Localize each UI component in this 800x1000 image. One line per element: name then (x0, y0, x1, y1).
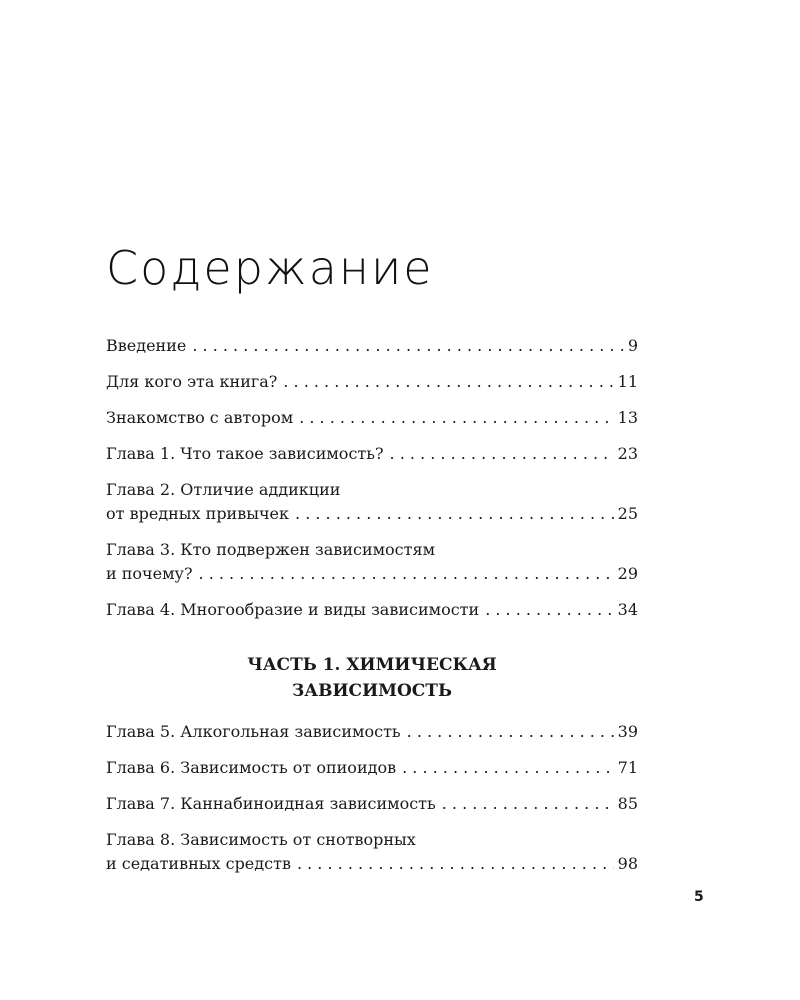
dot-leader (295, 502, 614, 526)
toc-entry-title-line: Глава 3. Кто подвержен зависимостям (106, 540, 436, 559)
part-heading (106, 652, 638, 704)
toc-entry-chapter-2[interactable] (106, 478, 638, 526)
toc-entry-page: 71 (617, 758, 638, 777)
toc-entry-page: 85 (617, 794, 638, 813)
toc-entry-introduction[interactable] (106, 334, 638, 358)
toc-entry-about-author[interactable] (106, 406, 638, 430)
toc-entry-title: Введение (106, 336, 187, 355)
page-number: 5 (694, 889, 704, 905)
toc-entry-title: Глава 6. Зависимость от опиоидов (106, 758, 397, 777)
dot-leader (485, 598, 613, 622)
toc-entry-title: Глава 5. Алкогольная зависимость (106, 722, 401, 741)
toc-entry-title: Знакомство с автором (106, 408, 294, 427)
page-title: Содержание (106, 241, 434, 295)
dot-leader (390, 442, 614, 466)
toc-entry-chapter-4[interactable] (106, 598, 638, 622)
part-heading-line: ЗАВИСИМОСТЬ (292, 681, 452, 701)
toc-entry-chapter-5[interactable] (106, 720, 638, 744)
dot-leader (402, 756, 614, 780)
dot-leader (283, 370, 613, 394)
toc-entry-title: Глава 4. Многообразие и виды зависимости (106, 600, 480, 619)
toc-entry-chapter-8[interactable] (106, 828, 638, 876)
dot-leader (199, 562, 614, 586)
toc-entry-title: Глава 7. Каннабиноидная зависимость (106, 794, 436, 813)
toc-entry-title-line: Глава 8. Зависимость от снотворных (106, 830, 416, 849)
dot-leader (297, 852, 614, 876)
table-of-contents (106, 334, 638, 888)
toc-entry-for-whom[interactable] (106, 370, 638, 394)
toc-entry-title-line: и почему? (106, 564, 193, 583)
toc-entry-title-line: и седативных средств (106, 854, 291, 873)
toc-entry-chapter-7[interactable] (106, 792, 638, 816)
dot-leader (407, 720, 614, 744)
toc-entry-page: 39 (617, 722, 638, 741)
toc-entry-page: 9 (627, 336, 638, 355)
dot-leader (192, 334, 623, 358)
toc-entry-page: 23 (617, 444, 638, 463)
toc-entry-title-line: от вредных привычек (106, 504, 290, 523)
toc-entry-title: Глава 1. Что такое зависимость? (106, 444, 384, 463)
toc-entry-chapter-3[interactable] (106, 538, 638, 586)
toc-entry-page: 98 (617, 854, 638, 873)
dot-leader (442, 792, 614, 816)
toc-entry-page: 11 (617, 372, 638, 391)
dot-leader (299, 406, 613, 430)
toc-entry-page: 34 (617, 600, 638, 619)
part-heading-line: ЧАСТЬ 1. ХИМИЧЕСКАЯ (247, 655, 497, 675)
toc-entry-chapter-6[interactable] (106, 756, 638, 780)
toc-entry-page: 13 (617, 408, 638, 427)
toc-entry-chapter-1[interactable] (106, 442, 638, 466)
toc-entry-page: 25 (617, 504, 638, 523)
toc-entry-title: Для кого эта книга? (106, 372, 278, 391)
toc-entry-title-line: Глава 2. Отличие аддикции (106, 480, 341, 499)
toc-entry-page: 29 (617, 564, 638, 583)
